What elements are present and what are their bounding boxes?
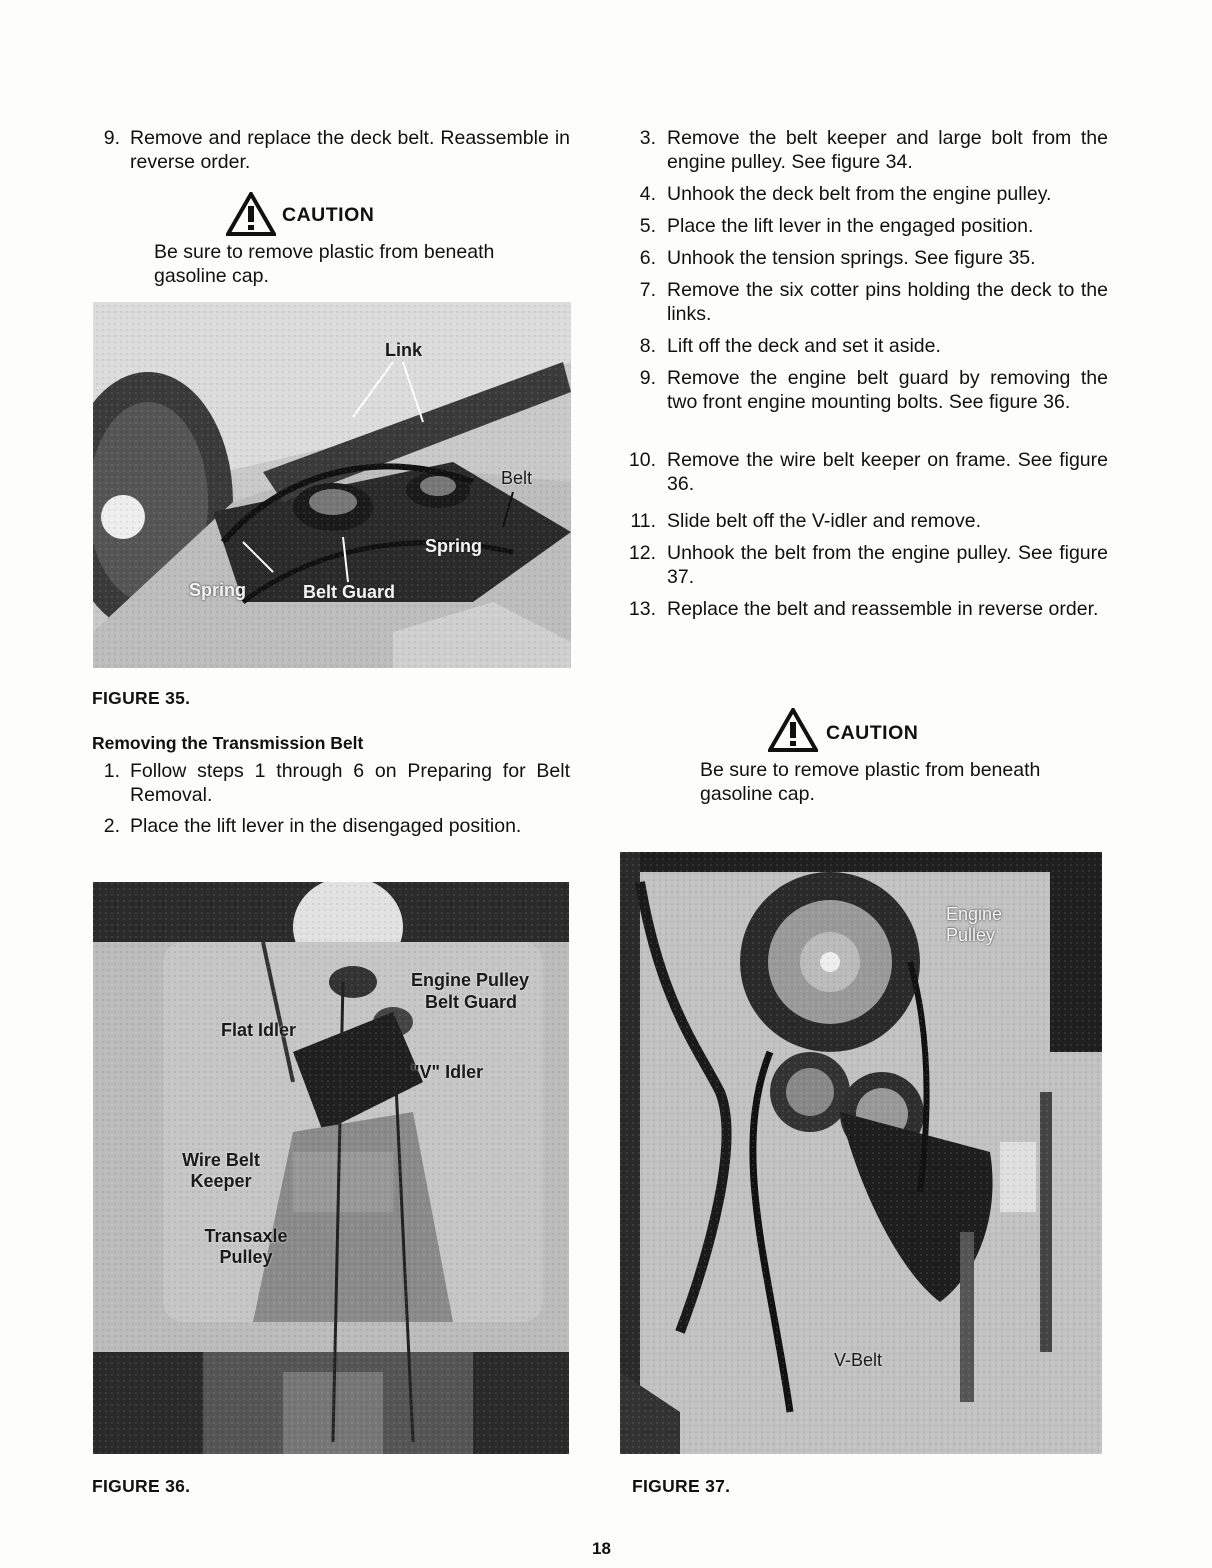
step-item — [0, 247, 1212, 271]
figure-35-label-link: Link — [385, 340, 423, 360]
step-number: 2. — [103, 815, 120, 837]
step-text: Remove and replace the deck belt. Reassemble in reverse order. — [130, 127, 570, 173]
step-number: 12. — [628, 542, 656, 564]
step-text: Remove the six cotter pins holding the deck to the links. — [667, 279, 1108, 325]
step-number: 9. — [639, 367, 656, 389]
step-text: Remove the belt keeper and large bolt from the engine pulley. See figure 34. — [667, 127, 1108, 173]
figure-36-label-wire-belt-keeper: Wire Belt Keeper — [182, 1150, 260, 1191]
step-number: 1. — [103, 760, 120, 782]
step-text: Remove the engine belt guard by removing the two front engine mounting bolts. See figure 36. — [667, 367, 1108, 413]
figure-35-label-belt: Belt — [501, 468, 533, 488]
step-number: 10. — [628, 449, 656, 471]
step-number: 3. — [639, 127, 656, 149]
caution-block-1 — [0, 192, 600, 292]
figure-36-label-flat-idler: Flat Idler — [221, 1020, 297, 1040]
step-text: Replace the belt and reassemble in reverse order. — [667, 598, 1099, 620]
step-text: Lift off the deck and set it aside. — [667, 335, 941, 357]
caution-message: Be sure to remove plastic from beneath gasoline cap. — [154, 241, 495, 287]
page-number: 18 — [592, 1539, 611, 1558]
figure-36-label-v-idler: "V" Idler — [411, 1062, 484, 1082]
step-number: 9. — [103, 127, 120, 149]
step-number: 8. — [639, 335, 656, 357]
figure-36-label-engine-pulley: Engine Pulley — [411, 970, 530, 990]
step-text: Unhook the belt from the engine pulley. See figure 37. — [667, 542, 1108, 588]
step-item — [0, 367, 1212, 439]
figure-35-label-spring-right: Spring — [425, 536, 482, 556]
step-text: Place the lift lever in the disengaged position. — [130, 815, 522, 837]
step-text: Remove the wire belt keeper on frame. See figure 36. — [667, 449, 1108, 495]
figure-37-label-engine-pulley: Engine Pulley — [946, 904, 1003, 945]
step-item — [0, 598, 1212, 646]
step-item — [0, 279, 1212, 327]
step-number: 13. — [628, 598, 656, 620]
step-item — [0, 215, 1212, 239]
figure-36-label-belt-guard: Belt Guard — [425, 992, 518, 1012]
figure-37-photo — [620, 852, 1102, 1454]
step-number: 5. — [639, 215, 656, 237]
caution-label: CAUTION — [826, 722, 919, 744]
figure-36-photo — [93, 882, 569, 1454]
step-item — [0, 542, 1212, 590]
step-item — [0, 510, 1212, 534]
figure-36-label-transaxle-pulley: Transaxle Pulley — [204, 1226, 288, 1267]
figure-35-label-spring-left: Spring — [189, 580, 246, 600]
step-item — [0, 449, 1212, 497]
step-number: 7. — [639, 279, 656, 301]
step-text: Unhook the deck belt from the engine pulley. — [667, 183, 1052, 205]
figure-35-label-belt-guard: Belt Guard — [303, 582, 396, 602]
caution-block-2 — [0, 708, 1212, 808]
figure-35-caption: FIGURE 35. — [92, 688, 191, 708]
caution-label: CAUTION — [282, 204, 375, 226]
warning-triangle-icon — [768, 708, 818, 757]
step-number: 11. — [630, 510, 656, 532]
step-number: 6. — [639, 247, 656, 269]
step-text: Place the lift lever in the engaged position. — [667, 215, 1034, 237]
section-heading: Removing the Transmission Belt — [92, 733, 364, 753]
step-item — [0, 127, 1212, 175]
caution-message: Be sure to remove plastic from beneath gasoline cap. — [700, 759, 1041, 805]
figure-36-caption: FIGURE 36. — [92, 1476, 191, 1496]
step-item — [0, 815, 600, 841]
step-number: 4. — [639, 183, 656, 205]
step-item — [0, 183, 1212, 207]
step-text: Follow steps 1 through 6 on Preparing for Belt Removal. — [130, 760, 570, 806]
step-item — [0, 335, 1212, 359]
figure-37-label-v-belt: V-Belt — [834, 1350, 883, 1370]
step-text: Slide belt off the V-idler and remove. — [667, 510, 981, 532]
figure-37-caption: FIGURE 37. — [632, 1476, 731, 1496]
step-text: Unhook the tension springs. See figure 35. — [667, 247, 1036, 269]
